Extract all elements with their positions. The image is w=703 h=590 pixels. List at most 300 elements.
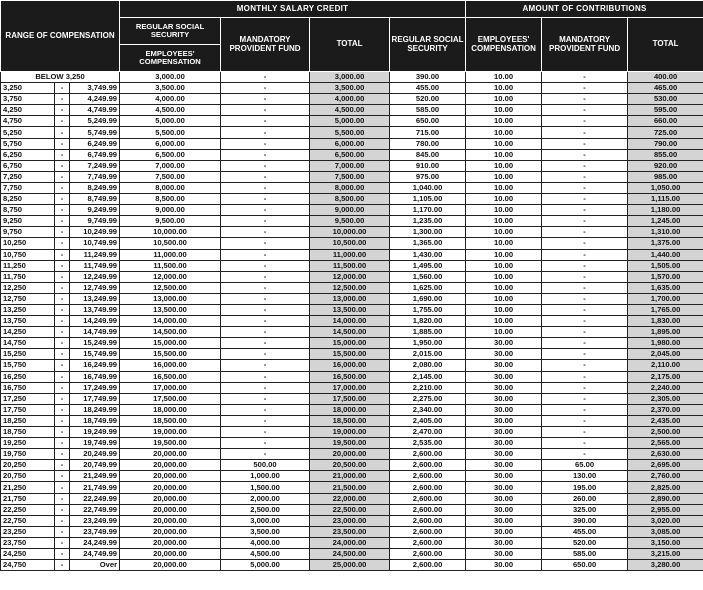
msc-total-cell: 8,500.00 xyxy=(310,194,390,205)
range-from-cell: 9,750 xyxy=(1,227,55,238)
table-row xyxy=(1,293,703,304)
ec-cell: 30.00 xyxy=(466,349,542,360)
msc-total-cell: 20,000.00 xyxy=(310,449,390,460)
msc-total-cell: 12,000.00 xyxy=(310,271,390,282)
range-dash-cell: - xyxy=(55,293,70,304)
ec-cell: 30.00 xyxy=(466,560,542,571)
ec-cell: 10.00 xyxy=(466,249,542,260)
msc-total-cell: 24,500.00 xyxy=(310,549,390,560)
contrib-total-cell: 2,630.00 xyxy=(628,449,703,460)
mpf-cell: - xyxy=(221,194,310,205)
ec-cell: 30.00 xyxy=(466,515,542,526)
msc-total-cell: 11,000.00 xyxy=(310,249,390,260)
range-to-cell: 22,249.99 xyxy=(70,493,120,504)
contrib-total-cell: 790.00 xyxy=(628,138,703,149)
ec-cell: 10.00 xyxy=(466,83,542,94)
contrib-total-cell: 3,020.00 xyxy=(628,515,703,526)
range-to-cell: 5,249.99 xyxy=(70,116,120,127)
ec-cell: 10.00 xyxy=(466,316,542,327)
mpf-cell: - xyxy=(221,227,310,238)
range-from-cell: 21,250 xyxy=(1,482,55,493)
rss-cell: 1,170.00 xyxy=(390,205,466,216)
contrib-mpf-cell: - xyxy=(542,127,628,138)
msc-cell: 8,000.00 xyxy=(120,182,221,193)
contrib-total-cell: 855.00 xyxy=(628,149,703,160)
range-to-cell: 23,749.99 xyxy=(70,526,120,537)
contrib-total-cell: 1,765.00 xyxy=(628,304,703,315)
mpf-cell: - xyxy=(221,349,310,360)
contrib-total-cell: 985.00 xyxy=(628,171,703,182)
range-from-cell: 13,750 xyxy=(1,316,55,327)
ec-cell: 30.00 xyxy=(466,493,542,504)
msc-cell: 9,500.00 xyxy=(120,216,221,227)
range-to-cell: 14,749.99 xyxy=(70,327,120,338)
contrib-ec-header: EMPLOYEES' COMPENSATION xyxy=(466,18,542,72)
msc-total-cell: 13,000.00 xyxy=(310,293,390,304)
rss-cell: 2,600.00 xyxy=(390,449,466,460)
msc-cell: 14,500.00 xyxy=(120,327,221,338)
rss-cell: 390.00 xyxy=(390,72,466,83)
mpf-cell: - xyxy=(221,149,310,160)
monthly-salary-credit-header: MONTHLY SALARY CREDIT xyxy=(120,1,466,18)
range-from-cell: 13,250 xyxy=(1,304,55,315)
msc-total-cell: 17,500.00 xyxy=(310,393,390,404)
msc-cell: 17,500.00 xyxy=(120,393,221,404)
contrib-total-cell: 2,825.00 xyxy=(628,482,703,493)
range-to-cell: 23,249.99 xyxy=(70,515,120,526)
contrib-mpf-cell: - xyxy=(542,349,628,360)
rss-cell: 2,600.00 xyxy=(390,515,466,526)
msc-total-cell: 12,500.00 xyxy=(310,282,390,293)
range-from-cell: 11,250 xyxy=(1,260,55,271)
range-to-cell: 18,249.99 xyxy=(70,404,120,415)
contrib-total-cell: 2,370.00 xyxy=(628,404,703,415)
range-dash-cell: - xyxy=(55,482,70,493)
mpf-cell: - xyxy=(221,338,310,349)
table-row xyxy=(1,72,703,83)
msc-total-cell: 21,500.00 xyxy=(310,482,390,493)
amount-of-contributions-header: AMOUNT OF CONTRIBUTIONS xyxy=(466,1,703,18)
range-dash-cell: - xyxy=(55,493,70,504)
msc-total-cell: 13,500.00 xyxy=(310,304,390,315)
contrib-total-cell: 3,215.00 xyxy=(628,549,703,560)
ec-cell: 10.00 xyxy=(466,238,542,249)
table-row xyxy=(1,449,703,460)
range-from-cell: 18,250 xyxy=(1,415,55,426)
table-row xyxy=(1,171,703,182)
range-dash-cell: - xyxy=(55,537,70,548)
contrib-mpf-cell: - xyxy=(542,182,628,193)
contrib-total-cell: 660.00 xyxy=(628,116,703,127)
table-row xyxy=(1,393,703,404)
contrib-total-cell: 2,500.00 xyxy=(628,427,703,438)
rss-cell: 1,690.00 xyxy=(390,293,466,304)
range-from-cell: 21,750 xyxy=(1,493,55,504)
table-row xyxy=(1,138,703,149)
ec-cell: 10.00 xyxy=(466,194,542,205)
msc-total-cell: 10,000.00 xyxy=(310,227,390,238)
contrib-total-cell: 1,245.00 xyxy=(628,216,703,227)
contrib-mpf-cell: - xyxy=(542,249,628,260)
range-dash-cell: - xyxy=(55,404,70,415)
range-dash-cell: - xyxy=(55,349,70,360)
ec-cell: 30.00 xyxy=(466,526,542,537)
range-from-cell: 16,750 xyxy=(1,382,55,393)
rss-cell: 1,495.00 xyxy=(390,260,466,271)
rss-cell: 2,600.00 xyxy=(390,482,466,493)
rss-cell: 520.00 xyxy=(390,94,466,105)
ec-cell: 30.00 xyxy=(466,460,542,471)
table-row xyxy=(1,382,703,393)
range-from-cell: 14,250 xyxy=(1,327,55,338)
table-row xyxy=(1,249,703,260)
range-dash-cell: - xyxy=(55,560,70,571)
range-dash-cell: - xyxy=(55,382,70,393)
msc-total-cell: 4,500.00 xyxy=(310,105,390,116)
ec-cell: 10.00 xyxy=(466,105,542,116)
table-row xyxy=(1,493,703,504)
mpf-cell: - xyxy=(221,282,310,293)
range-to-cell: 11,749.99 xyxy=(70,260,120,271)
msc-cell: 20,000.00 xyxy=(120,504,221,515)
range-from-cell: 15,750 xyxy=(1,360,55,371)
table-row xyxy=(1,260,703,271)
mpf-cell: - xyxy=(221,83,310,94)
range-to-cell: 16,749.99 xyxy=(70,371,120,382)
rss-cell: 2,600.00 xyxy=(390,526,466,537)
msc-cell: 20,000.00 xyxy=(120,537,221,548)
msc-cell: 4,000.00 xyxy=(120,94,221,105)
contrib-total-cell: 2,110.00 xyxy=(628,360,703,371)
rss-cell: 2,470.00 xyxy=(390,427,466,438)
contrib-total-header: TOTAL xyxy=(628,18,703,72)
range-to-cell: 18,749.99 xyxy=(70,415,120,426)
mpf-cell: - xyxy=(221,238,310,249)
range-dash-cell: - xyxy=(55,504,70,515)
contrib-total-cell: 2,695.00 xyxy=(628,460,703,471)
mpf-cell: - xyxy=(221,216,310,227)
rss-cell: 910.00 xyxy=(390,160,466,171)
rss-cell: 1,950.00 xyxy=(390,338,466,349)
mpf-cell: - xyxy=(221,116,310,127)
table-row xyxy=(1,482,703,493)
msc-total-cell: 7,500.00 xyxy=(310,171,390,182)
contrib-mpf-cell: - xyxy=(542,404,628,415)
rss-cell: 2,600.00 xyxy=(390,549,466,560)
msc-total-cell: 5,000.00 xyxy=(310,116,390,127)
range-to-cell: 4,249.99 xyxy=(70,94,120,105)
msc-total-cell: 18,000.00 xyxy=(310,404,390,415)
contrib-total-cell: 2,240.00 xyxy=(628,382,703,393)
contrib-mpf-cell: 325.00 xyxy=(542,504,628,515)
range-dash-cell: - xyxy=(55,205,70,216)
msc-cell: 15,000.00 xyxy=(120,338,221,349)
msc-total-cell: 21,000.00 xyxy=(310,471,390,482)
contrib-total-cell: 2,045.00 xyxy=(628,349,703,360)
mpf-cell: - xyxy=(221,260,310,271)
range-from-cell: 22,750 xyxy=(1,515,55,526)
ec-cell: 10.00 xyxy=(466,116,542,127)
msc-cell: 13,500.00 xyxy=(120,304,221,315)
mpf-cell: - xyxy=(221,271,310,282)
msc-total-cell: 3,500.00 xyxy=(310,83,390,94)
msc-total-cell: 6,500.00 xyxy=(310,149,390,160)
table-row xyxy=(1,227,703,238)
msc-total-cell: 15,500.00 xyxy=(310,349,390,360)
msc-cell: 17,000.00 xyxy=(120,382,221,393)
contrib-mpf-cell: - xyxy=(542,105,628,116)
contrib-total-cell: 530.00 xyxy=(628,94,703,105)
table-row xyxy=(1,216,703,227)
range-from-cell: 4,250 xyxy=(1,105,55,116)
contrib-mpf-cell: - xyxy=(542,316,628,327)
range-to-cell: 21,249.99 xyxy=(70,471,120,482)
range-to-cell: 9,249.99 xyxy=(70,205,120,216)
rss-cell: 650.00 xyxy=(390,116,466,127)
msc-cell: 10,500.00 xyxy=(120,238,221,249)
ec-cell: 30.00 xyxy=(466,360,542,371)
msc-cell: 5,000.00 xyxy=(120,116,221,127)
range-dash-cell: - xyxy=(55,427,70,438)
table-row xyxy=(1,549,703,560)
contrib-mpf-cell: 455.00 xyxy=(542,526,628,537)
mpf-cell: - xyxy=(221,382,310,393)
rss-cell: 455.00 xyxy=(390,83,466,94)
msc-cell: 20,000.00 xyxy=(120,460,221,471)
ec-cell: 30.00 xyxy=(466,393,542,404)
contrib-mpf-cell: 650.00 xyxy=(542,560,628,571)
mpf-cell: - xyxy=(221,160,310,171)
range-from-cell: 19,750 xyxy=(1,449,55,460)
table-row xyxy=(1,194,703,205)
contrib-total-cell: 1,115.00 xyxy=(628,194,703,205)
range-to-cell: 15,749.99 xyxy=(70,349,120,360)
range-to-cell: 10,249.99 xyxy=(70,227,120,238)
range-to-cell: 7,249.99 xyxy=(70,160,120,171)
range-from-cell: 10,250 xyxy=(1,238,55,249)
mpf-cell: 500.00 xyxy=(221,460,310,471)
contrib-total-cell: 2,955.00 xyxy=(628,504,703,515)
contrib-mpf-cell: - xyxy=(542,238,628,249)
mpf-cell: 1,500.00 xyxy=(221,482,310,493)
range-of-compensation-header: RANGE OF COMPENSATION xyxy=(1,1,120,72)
range-from-cell: 11,750 xyxy=(1,271,55,282)
table-row xyxy=(1,515,703,526)
table-row xyxy=(1,282,703,293)
msc-total-cell: 20,500.00 xyxy=(310,460,390,471)
ec-cell: 10.00 xyxy=(466,205,542,216)
ec-cell: 10.00 xyxy=(466,138,542,149)
contrib-total-cell: 2,175.00 xyxy=(628,371,703,382)
ec-cell: 10.00 xyxy=(466,72,542,83)
msc-cell: 18,500.00 xyxy=(120,415,221,426)
table-row xyxy=(1,160,703,171)
contrib-mpf-cell: - xyxy=(542,138,628,149)
range-dash-cell: - xyxy=(55,338,70,349)
contrib-mpf-cell: 260.00 xyxy=(542,493,628,504)
rss-cell: 2,015.00 xyxy=(390,349,466,360)
mpf-cell: - xyxy=(221,105,310,116)
table-row xyxy=(1,94,703,105)
range-to-cell: 17,749.99 xyxy=(70,393,120,404)
contrib-mpf-cell: - xyxy=(542,83,628,94)
contrib-mpf-cell: - xyxy=(542,260,628,271)
table-row xyxy=(1,349,703,360)
table-row xyxy=(1,238,703,249)
contrib-mpf-cell: - xyxy=(542,382,628,393)
range-to-cell: 5,749.99 xyxy=(70,127,120,138)
msc-total-cell: 6,000.00 xyxy=(310,138,390,149)
range-dash-cell: - xyxy=(55,127,70,138)
contrib-total-cell: 3,280.00 xyxy=(628,560,703,571)
table-row xyxy=(1,182,703,193)
range-from-cell: 5,750 xyxy=(1,138,55,149)
table-row xyxy=(1,149,703,160)
rss-cell: 1,300.00 xyxy=(390,227,466,238)
rss-cell: 1,755.00 xyxy=(390,304,466,315)
range-dash-cell: - xyxy=(55,371,70,382)
table-row xyxy=(1,127,703,138)
ec-cell: 30.00 xyxy=(466,438,542,449)
rss-cell: 2,600.00 xyxy=(390,471,466,482)
range-to-cell: 24,749.99 xyxy=(70,549,120,560)
range-from-cell: 20,750 xyxy=(1,471,55,482)
msc-cell: 19,000.00 xyxy=(120,427,221,438)
table-row xyxy=(1,83,703,94)
contrib-mpf-cell: - xyxy=(542,227,628,238)
mpf-cell: 5,000.00 xyxy=(221,560,310,571)
msc-total-cell: 10,500.00 xyxy=(310,238,390,249)
contrib-total-cell: 465.00 xyxy=(628,83,703,94)
contrib-total-cell: 2,565.00 xyxy=(628,438,703,449)
msc-total-cell: 7,000.00 xyxy=(310,160,390,171)
contrib-mpf-cell: - xyxy=(542,194,628,205)
contrib-mpf-cell: - xyxy=(542,393,628,404)
range-from-cell: 4,750 xyxy=(1,116,55,127)
mpf-cell: 2,500.00 xyxy=(221,504,310,515)
table-row xyxy=(1,460,703,471)
contrib-total-cell: 1,180.00 xyxy=(628,205,703,216)
ec-cell: 30.00 xyxy=(466,371,542,382)
range-from-cell: 17,250 xyxy=(1,393,55,404)
contrib-total-cell: 1,830.00 xyxy=(628,316,703,327)
msc-cell: 20,000.00 xyxy=(120,515,221,526)
contrib-total-cell: 2,305.00 xyxy=(628,393,703,404)
range-to-cell: 8,749.99 xyxy=(70,194,120,205)
contrib-total-cell: 1,375.00 xyxy=(628,238,703,249)
rss-cell: 1,105.00 xyxy=(390,194,466,205)
mpf-cell: - xyxy=(221,182,310,193)
msc-cell: 20,000.00 xyxy=(120,560,221,571)
table-row xyxy=(1,415,703,426)
range-to-cell: 11,249.99 xyxy=(70,249,120,260)
msc-cell: 15,500.00 xyxy=(120,349,221,360)
range-to-cell: 19,749.99 xyxy=(70,438,120,449)
msc-cell: 20,000.00 xyxy=(120,482,221,493)
msc-total-cell: 8,000.00 xyxy=(310,182,390,193)
range-dash-cell: - xyxy=(55,282,70,293)
ec-cell: 30.00 xyxy=(466,549,542,560)
range-from-cell: 6,250 xyxy=(1,149,55,160)
range-dash-cell: - xyxy=(55,160,70,171)
mpf-cell: 3,500.00 xyxy=(221,526,310,537)
range-to-cell: 13,249.99 xyxy=(70,293,120,304)
contrib-total-cell: 2,890.00 xyxy=(628,493,703,504)
contrib-total-cell: 1,980.00 xyxy=(628,338,703,349)
contrib-mpf-header: MANDATORY PROVIDENT FUND xyxy=(542,18,628,72)
range-from-cell: 5,250 xyxy=(1,127,55,138)
range-from-cell: 15,250 xyxy=(1,349,55,360)
range-dash-cell: - xyxy=(55,216,70,227)
contrib-mpf-cell: 585.00 xyxy=(542,549,628,560)
msc-total-cell: 23,500.00 xyxy=(310,526,390,537)
msc-cell: 11,500.00 xyxy=(120,260,221,271)
msc-total-cell: 23,000.00 xyxy=(310,515,390,526)
msc-total-cell: 5,500.00 xyxy=(310,127,390,138)
mpf-cell: - xyxy=(221,72,310,83)
range-dash-cell: - xyxy=(55,549,70,560)
ec-cell: 30.00 xyxy=(466,482,542,493)
msc-total-cell: 24,000.00 xyxy=(310,537,390,548)
table-row xyxy=(1,271,703,282)
ec-cell: 10.00 xyxy=(466,171,542,182)
ec-cell: 30.00 xyxy=(466,338,542,349)
ec-cell: 30.00 xyxy=(466,427,542,438)
ec-cell: 10.00 xyxy=(466,282,542,293)
range-dash-cell: - xyxy=(55,149,70,160)
msc-total-cell: 15,000.00 xyxy=(310,338,390,349)
ec-cell: 10.00 xyxy=(466,227,542,238)
msc-total-cell: 9,500.00 xyxy=(310,216,390,227)
range-from-cell: 3,250 xyxy=(1,83,55,94)
contrib-mpf-cell: 520.00 xyxy=(542,537,628,548)
range-dash-cell: - xyxy=(55,316,70,327)
ec-cell: 30.00 xyxy=(466,382,542,393)
msc-total-cell: 11,500.00 xyxy=(310,260,390,271)
ec-cell: 10.00 xyxy=(466,127,542,138)
msc-cell: 3,000.00 xyxy=(120,72,221,83)
mpf-cell: 3,000.00 xyxy=(221,515,310,526)
msc-cell: 20,000.00 xyxy=(120,493,221,504)
msc-mpf-header: MANDATORY PROVIDENT FUND xyxy=(221,18,310,72)
ec-cell: 30.00 xyxy=(466,471,542,482)
msc-total-cell: 3,000.00 xyxy=(310,72,390,83)
rss-cell: 780.00 xyxy=(390,138,466,149)
msc-cell: 13,000.00 xyxy=(120,293,221,304)
contrib-mpf-cell: - xyxy=(542,449,628,460)
table-row xyxy=(1,471,703,482)
range-to-cell: 15,249.99 xyxy=(70,338,120,349)
range-dash-cell: - xyxy=(55,138,70,149)
rss-cell: 2,210.00 xyxy=(390,382,466,393)
msc-total-cell: 4,000.00 xyxy=(310,94,390,105)
mpf-cell: - xyxy=(221,404,310,415)
range-to-cell: 6,749.99 xyxy=(70,149,120,160)
msc-cell: 12,500.00 xyxy=(120,282,221,293)
rss-cell: 2,145.00 xyxy=(390,371,466,382)
contrib-total-cell: 3,150.00 xyxy=(628,537,703,548)
table-row xyxy=(1,116,703,127)
range-dash-cell: - xyxy=(55,94,70,105)
msc-cell: 3,500.00 xyxy=(120,83,221,94)
rss-cell: 1,235.00 xyxy=(390,216,466,227)
msc-cell: 19,500.00 xyxy=(120,438,221,449)
contrib-mpf-cell: - xyxy=(542,327,628,338)
contrib-mpf-cell: - xyxy=(542,160,628,171)
msc-total-cell: 19,500.00 xyxy=(310,438,390,449)
range-to-cell: 20,249.99 xyxy=(70,449,120,460)
contrib-mpf-cell: - xyxy=(542,116,628,127)
